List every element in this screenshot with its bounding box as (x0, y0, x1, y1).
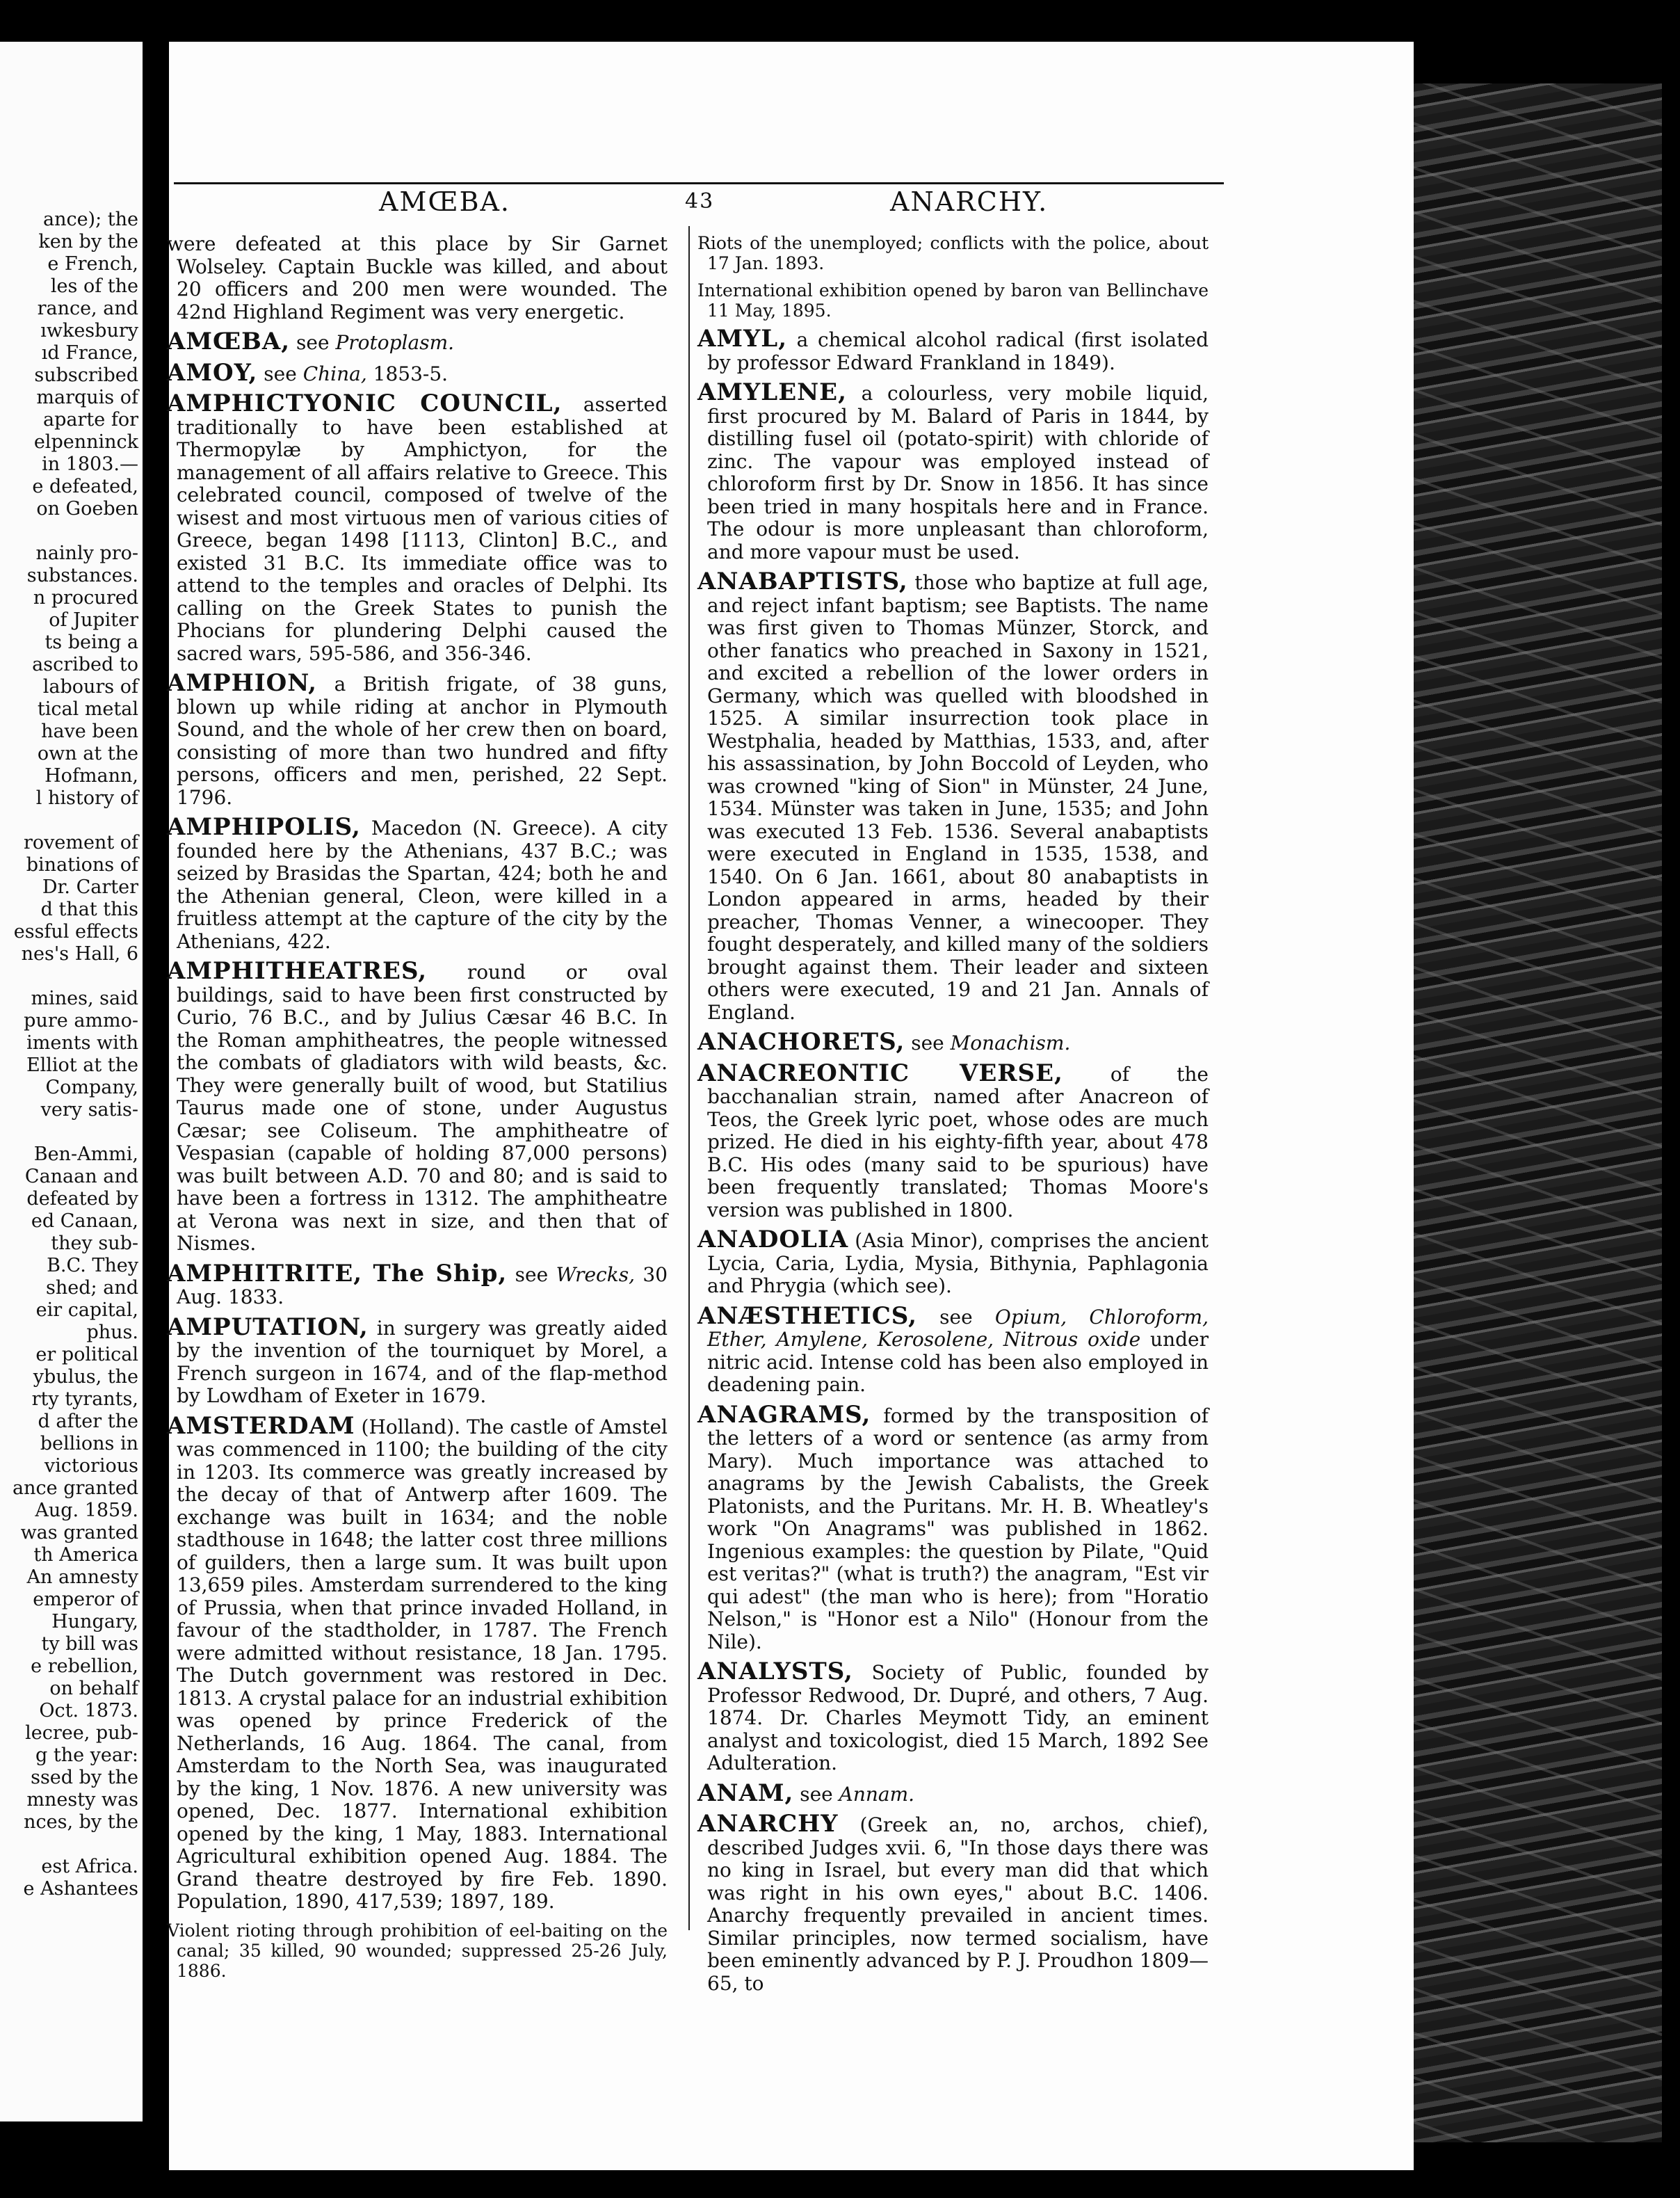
entry-text: Society of Public, founded by Professor Redwood, Dr. Dupré, and others, 7 Aug. 1874. Dr. Charles Meymott Tidy, an eminent analyst and toxicologist, died 15 March, 1892 See Adulteration. (707, 1661, 1209, 1774)
entry-text: (Asia Minor), comprises the ancient Lycia, Caria, Lydia, Mysia, Bithynia, Paphlagonia and Phrygia (which see). (707, 1229, 1209, 1297)
dictionary-entry (697, 570, 1209, 1024)
entry-headword: ANAM, (697, 1779, 794, 1807)
prev-page-line: mines, said (31, 988, 138, 1009)
entry-headword: AMŒBA, (167, 328, 291, 355)
column-divider (688, 226, 690, 1930)
entry-headword: ANAGRAMS, (697, 1400, 871, 1429)
dictionary-entry (697, 1660, 1209, 1775)
prev-page-line: substances. (26, 565, 138, 586)
running-head-left: AMŒBA. (379, 186, 511, 217)
entry-text: asserted traditionally to have been established at Thermopylæ by Amphictyon, for the management of all affairs relative to Greece. This celebrated council, composed of twelve of the wisest and most virtuous men of various cities of Greece, began 1498 [1113, Clinton] B.C., and existed 31 B.C. Its immediate office was to attend to the temples and oracles of Delphi. Its calling on the Greek States to punish the Phocians for plundering Delphi caused the sacred wars, 595-586, and 356-346. (177, 393, 668, 665)
prev-page-line: ts being a (45, 632, 138, 653)
entry-headword: AMYL, (697, 325, 788, 353)
prev-page-line: bellions in (40, 1433, 138, 1454)
prev-page-line: essful effects (13, 921, 138, 942)
prev-page-line: nces, by the (24, 1811, 138, 1833)
prev-page-line: in 1803.— (42, 454, 138, 475)
prev-page-line: mnesty was (26, 1789, 138, 1811)
prev-page-line: Company, (45, 1077, 138, 1098)
dictionary-entry (167, 1313, 668, 1408)
dictionary-entry (697, 1028, 1209, 1056)
prev-page-line: e French, (47, 253, 138, 275)
entry-headword: AMSTERDAM (167, 1411, 355, 1440)
prev-page-line: of Jupiter (49, 609, 138, 631)
dictionary-entry (697, 1400, 1209, 1654)
prev-page-line: ascribed to (32, 654, 138, 675)
entry-text: International exhibition opened by baron van Bellinchave 11 May, 1895. (697, 280, 1209, 321)
prev-page-line: ty bill was (41, 1633, 138, 1655)
prev-page-line: Hungary, (51, 1611, 138, 1633)
prev-page-line: rance, and (37, 298, 138, 319)
previous-page-fragment (0, 42, 143, 2121)
prev-page-line: rovement of (23, 832, 138, 853)
prev-page-line: Hofmann, (45, 765, 138, 787)
entry-text: a British frigate, of 38 guns, blown up while riding at anchor in Plymouth Sound, and the whole of her crew then on board, consisting of more than two hundred and fifty persons, officers and men, perished, 22 Sept. 1796. (177, 673, 668, 809)
prev-page-line: e defeated, (32, 476, 138, 497)
prev-page-line: g the year: (35, 1744, 138, 1766)
prev-page-line: aparte for (43, 409, 138, 431)
prev-page-line: phus. (86, 1322, 138, 1343)
entry-text: see (264, 362, 303, 385)
entry-text: (Holland). The castle of Amstel was commenced in 1100; the building of the city in 1203. Its commerce was greatly increased by the decay of that of Antwerp after 1609. The exchange was built in 1634; and the noble stadthouse in 1648; the latter cost three millions of guilders, then a large sum. It was built upon 13,659 piles. Amsterdam surrendered to the king of Prussia, when that prince invaded Holland, in favour of the stadtholder, in 1787. The French were admitted without resistance, 18 Jan. 1795. The Dutch government was restored in Dec. 1813. A crystal palace for an industrial exhibition was opened by prince Frederick of the Netherlands, 16 Aug. 1864. The canal, from Amsterdam to the North Sea, was inaugurated by the king, 1 Nov. 1876. A new university was opened, Dec. 1877. International exhibition opened by the king, 1 May, 1883. International Agricultural exhibition opened Aug. 1884. The Grand theatre destroyed by fire Feb. 1890. Population, 1890, 417,539; 1897, 189. (177, 1415, 668, 1913)
entry-text: see (939, 1305, 995, 1329)
entry-headword: AMPHION, (167, 669, 317, 697)
prev-page-line: Dr. Carter (42, 876, 138, 898)
entry-cross-reference: Protoplasm. (335, 331, 455, 354)
prev-page-line: l history of (35, 787, 138, 809)
entry-text: round or oval buildings, said to have been first constructed by Curio, 76 B.C., and by Julius Cæsar 46 B.C. In the Roman amphitheatres, the people witnessed the combats of gladiators with wild beasts, &c. They were generally built of wood, but Statilius Taurus made one of stone, under Augustus Cæsar; see Coliseum. The amphitheatre of Vespasian (capable of holding 87,000 persons) was built between A.D. 70 and 80; and is said to have been a fortress in 1312. The amphitheatre at Verona was next in size, and then that of Nismes. (177, 961, 668, 1255)
prev-page-line: Canaan and (24, 1166, 138, 1187)
dictionary-entry (697, 1059, 1209, 1222)
book-page-edges-marbling (1405, 83, 1662, 2142)
dictionary-entry (697, 1810, 1209, 1995)
prev-page-line: have been (41, 721, 138, 742)
entry-headword: ANACHORETS, (697, 1028, 905, 1056)
entry-headword: ANÆSTHETICS, (697, 1301, 917, 1330)
prev-page-line: victorious (44, 1455, 138, 1477)
prev-page-line: B.C. They (47, 1255, 138, 1276)
entry-headword: AMPHITHEATRES, (167, 957, 428, 985)
prev-page-line: on Goeben (36, 498, 138, 520)
prev-page-line: th America (33, 1544, 138, 1566)
entry-text: a colourless, very mobile liquid, first procured by M. Balard of Paris in 1844, by distilling fusel oil (potato-spirit) with chloride of zinc. The vapour was employed instead of chloroform first by Dr. Snow in 1856. It has since been tried in many hospitals here and in France. The odour is more unpleasant than chloroform, and more vapour must be used. (707, 382, 1209, 563)
prev-page-line: binations of (26, 854, 138, 876)
prev-page-line: est Africa. (41, 1856, 138, 1877)
entry-headword: AMPHICTYONIC COUNCIL, (167, 390, 563, 417)
prev-page-line: ed Canaan, (31, 1210, 138, 1232)
entry-headword: AMPUTATION, (167, 1313, 369, 1341)
entry-text: Violent rioting through prohibition of eel-baiting on the canal; 35 killed, 90 wounded; suppressed 25-26 July, 1886. (167, 1920, 668, 1981)
dictionary-entry (697, 378, 1209, 563)
entry-text: Macedon (N. Greece). A city founded here by the Athenians, 437 B.C.; was seized by Brasidas the Spartan, 424; both he and the Athenian general, Cleon, were killed in a fruitless attempt at the capture of the city by the Athenians, 422. (177, 817, 668, 953)
prev-page-line: eir capital, (35, 1299, 138, 1321)
entry-headword: ANABAPTISTS, (697, 568, 908, 595)
prev-page-line: rty tyrants, (31, 1388, 138, 1410)
prev-page-line: Ben-Ammi, (33, 1144, 138, 1165)
entry-headword: ANADOLIA (697, 1226, 849, 1253)
prev-page-line: d that this (40, 899, 138, 920)
entry-cross-reference: Wrecks, (556, 1262, 635, 1286)
prev-page-line: labours of (42, 676, 138, 698)
prev-page-line: les of the (50, 275, 138, 297)
entry-text-tail: under nitric acid. Intense cold has been also employed in deadening pain. (707, 1328, 1209, 1396)
prev-page-line: lecree, pub- (25, 1722, 138, 1744)
entry-text: in surgery was greatly aided by the invention of the tourniquet by Morel, a French surgeon in 1674, and of the flap-method by Lowdham of Exeter in 1679. (177, 1316, 668, 1407)
dictionary-entry (167, 392, 668, 665)
entry-text: were defeated at this place by Sir Garnet Wolseley. Captain Buckle was killed, and about 20 officers and 200 men were wounded. The 42nd Highland Regiment was very energetic. (167, 232, 668, 323)
dictionary-entry (167, 1259, 668, 1309)
dictionary-entry (697, 1779, 1209, 1807)
left-column (167, 233, 668, 1988)
entry-cross-reference: Annam. (839, 1782, 915, 1806)
prev-page-line: subscribed (34, 364, 138, 386)
entry-text-tail: 30 Aug. 1833. (177, 1262, 668, 1308)
dictionary-entry (167, 1411, 668, 1914)
running-head-right: ANARCHY. (890, 186, 1049, 217)
entry-text: a chemical alcohol radical (first isolated by professor Edward Frankland in 1849). (707, 328, 1209, 374)
prev-page-line: er political (35, 1344, 138, 1365)
prev-page-line: n procured (33, 587, 138, 609)
prev-page-line: shed; and (46, 1277, 138, 1299)
prev-page-line: iments with (26, 1032, 138, 1054)
entry-text: Riots of the unemployed; conflicts with the police, about 17 Jan. 1893. (697, 233, 1209, 273)
header-rule (174, 182, 1224, 184)
entry-headword: AMOY, (167, 358, 258, 387)
prev-page-line: own at the (37, 743, 138, 764)
prev-page-line: defeated by (26, 1188, 138, 1210)
dictionary-entry (167, 1920, 668, 1981)
entry-text: of the bacchanalian strain, named after Anacreon of Teos, the Greek lyric poet, whose odes are much prized. He died in his eighty-fifth year, about 478 B.C. His odes (many said to be spurious) have been frequently translated; Thomas Moore's version was published in 1800. (707, 1062, 1209, 1221)
entry-headword: ANALYSTS, (697, 1658, 853, 1685)
entry-text: see (800, 1782, 839, 1806)
prev-page-line: d after the (38, 1411, 138, 1432)
entry-cross-reference: Opium, Chloroform, Ether, Amylene, Kerosolene, Nitrous oxide (707, 1305, 1209, 1351)
prev-page-line: tical metal (37, 698, 138, 720)
entry-cross-reference: Monachism. (950, 1032, 1071, 1054)
dictionary-entry (697, 325, 1209, 374)
prev-page-line: ıwkesbury (40, 320, 138, 342)
dictionary-entry (697, 280, 1209, 321)
page-number: 43 (685, 189, 715, 214)
entry-text: (Greek an, no, archos, chief), described Judges xvii. 6, "In those days there was no king in Israel, but every man did that which was right in his own eyes," about B.C. 1406. Anarchy frequently prevailed in ancient times. Similar principles, now termed socialism, have been eminently advanced by P. J. Proudhon 1809—65, to (707, 1813, 1209, 1995)
prev-page-line: ken by the (38, 231, 138, 252)
entry-text: those who baptize at full age, and reject infant baptism; see Baptists. The name was first given to Thomas Münzer, Storck, and other fanatics who preached in Saxony in 1521, and excited a rebellion of the lower orders in Germany, which was quelled with bloodshed in 1525. A similar insurrection took place in Westphalia, headed by Matthias, 1533, and, after his assassination, by John Boccold of Leyden, who was crowned "king of Sion" in Münster, 24 June, 1534. Münster was taken in June, 1535; and John was executed 13 Feb. 1536. Several anabaptists were executed in England in 1535, 1538, and 1540. On 6 Jan. 1661, about 80 anabaptists in London appeared in arms, headed by their preacher, Thomas Venner, a winecooper. They fought desperately, and killed many of the soldiers brought against them. Their leader and sixteen others were executed, 19 and 21 Jan. Annals of England. (707, 571, 1209, 1024)
dictionary-entry (697, 1228, 1209, 1298)
entry-text: see (911, 1032, 951, 1054)
prev-page-line: Elliot at the (26, 1054, 138, 1076)
prev-page-line: e Ashantees (23, 1878, 138, 1900)
prev-page-line: emperor of (33, 1589, 138, 1610)
dictionary-entry (697, 233, 1209, 273)
prev-page-line: nainly pro- (35, 543, 138, 564)
dictionary-entry (167, 330, 668, 355)
prev-page-line: An amnesty (26, 1566, 138, 1588)
prev-page-line: Oct. 1873. (39, 1700, 138, 1722)
prev-page-line: on behalf (49, 1678, 138, 1699)
entry-text: see (296, 331, 336, 354)
prev-page-line: ybulus, the (33, 1366, 138, 1388)
dictionary-entry (167, 233, 668, 323)
entry-headword: AMPHITRITE, The Ship, (167, 1259, 508, 1287)
prev-page-line: ance granted (13, 1477, 138, 1499)
prev-page-line: ance); the (42, 209, 138, 230)
entry-headword: AMYLENE, (697, 378, 847, 406)
prev-page-line: marquis of (36, 387, 138, 408)
dictionary-entry (167, 957, 668, 1256)
prev-page-line: they sub- (51, 1233, 138, 1254)
entry-text-tail: 1853-5. (366, 362, 449, 385)
prev-page-line: very satis- (40, 1099, 138, 1121)
dictionary-entry (167, 358, 668, 387)
entry-headword: AMPHIPOLIS, (167, 813, 361, 841)
entry-text: formed by the transposition of the letters of a word or sentence (as army from Mary). Much importance was attached to anagrams by the Jewish Cabalists, the Greek Platonists, and the Puritans. Mr. H. B. Wheatley's work "On Anagrams" was published in 1862. Ingenious examples: the question by Pilate, "Quid est veritas?" (what is truth?) the anagram, "Est vir qui adest" (the man who is here); from "Horatio Nelson," is "Honor est a Nilo" (Honour from the Nile). (707, 1404, 1209, 1653)
prev-page-line: elpenninck (33, 431, 138, 453)
dictionary-entry (697, 1301, 1209, 1397)
entry-text: see (515, 1262, 556, 1286)
prev-page-line: ssed by the (31, 1767, 138, 1788)
prev-page-line: pure ammo- (24, 1010, 138, 1032)
prev-page-line: Aug. 1859. (35, 1500, 138, 1521)
prev-page-line: nes's Hall, 6 (21, 943, 138, 965)
prev-page-line: was granted (20, 1522, 138, 1543)
right-column (697, 233, 1209, 2002)
prev-page-line: e rebellion, (31, 1655, 138, 1677)
dictionary-entry (167, 813, 668, 953)
prev-page-line: ıd France, (41, 342, 138, 364)
entry-cross-reference: China, (302, 362, 367, 385)
entry-headword: ANARCHY (697, 1810, 839, 1838)
dictionary-entry (167, 669, 668, 809)
entry-headword: ANACREONTIC VERSE, (697, 1059, 1063, 1087)
